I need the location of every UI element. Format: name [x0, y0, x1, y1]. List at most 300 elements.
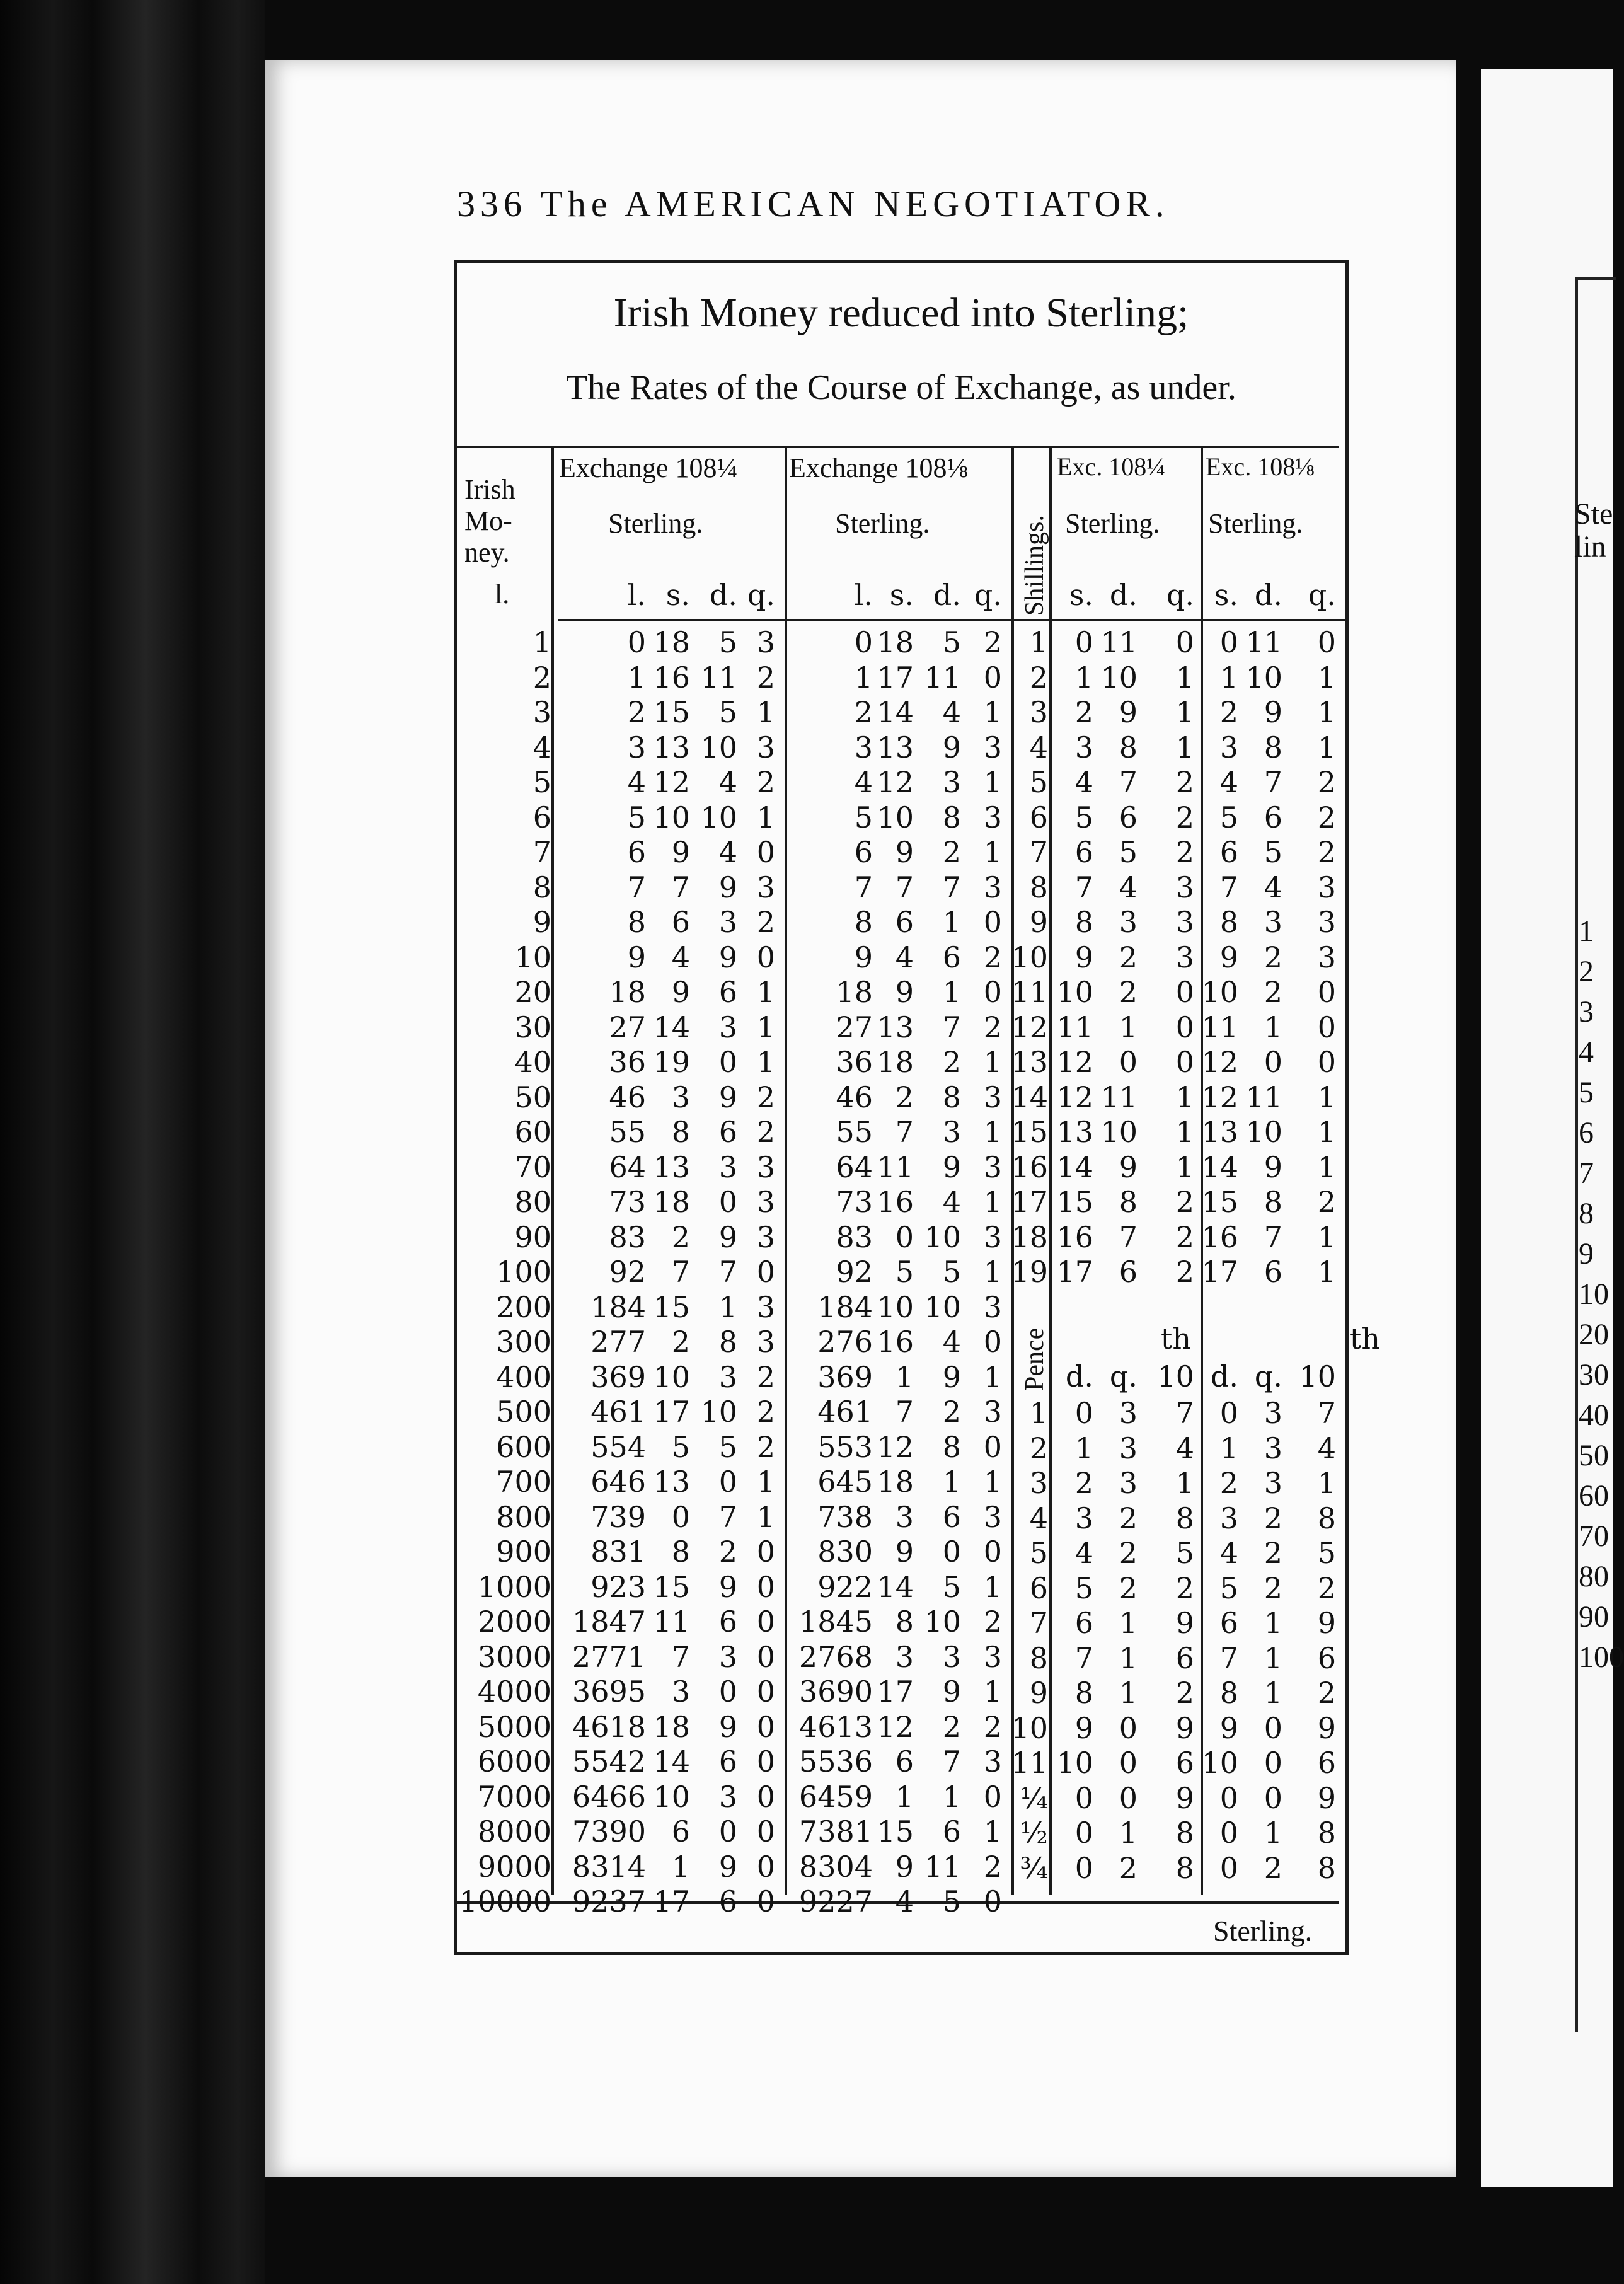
unit-ex4-q.: q.	[1308, 578, 1336, 612]
table-cell: 14	[653, 1010, 690, 1044]
table-cell: 0	[895, 1220, 914, 1254]
table-cell: 0	[718, 1814, 737, 1849]
irish-amount: 8000	[477, 1814, 551, 1849]
table-cell: 0	[1317, 1045, 1336, 1079]
table-cell: 3	[983, 1220, 1002, 1254]
next-page-number: 6	[1579, 1116, 1594, 1150]
table-cell: 12	[877, 1429, 914, 1464]
table-cell: 6	[942, 940, 961, 974]
table-cell: 6	[942, 1499, 961, 1534]
table-cell: 1	[1175, 1080, 1194, 1114]
next-page-number: 70	[1579, 1520, 1609, 1553]
table-cell: 0	[854, 625, 873, 659]
table-cell: 8	[1119, 730, 1137, 764]
table-cell: 3	[1175, 940, 1194, 974]
table-cell: 6	[1119, 800, 1137, 834]
table-cell: 4	[1074, 765, 1093, 799]
table-cell: 12	[1201, 1080, 1238, 1114]
table-cell: 14	[653, 1745, 690, 1779]
irish-amount: 8	[533, 870, 551, 904]
table-cell: 6	[1175, 1641, 1194, 1675]
table-cell: 0	[1175, 975, 1194, 1009]
irish-amount: 20	[514, 975, 551, 1009]
table-cell: 13	[877, 1010, 914, 1044]
table-cell: 7	[942, 1745, 961, 1779]
table-cell: 6	[1264, 800, 1282, 834]
table-cell: 0	[718, 1185, 737, 1219]
table-cell: 7	[1317, 1396, 1336, 1430]
table-cell: 7	[627, 870, 646, 904]
table-cell: 1	[1119, 1676, 1137, 1710]
table-cell: 9	[718, 1569, 737, 1604]
table-cell: 2	[671, 1325, 690, 1359]
table-cell: 645	[817, 1465, 873, 1499]
shillings-amount: 15	[1011, 1115, 1048, 1149]
table-cell: 12	[1056, 1080, 1093, 1114]
table-cell: 5	[895, 1255, 914, 1289]
table-cell: 1	[756, 1499, 775, 1534]
table-cell: 5	[1175, 1536, 1194, 1570]
irish-amount: 800	[496, 1499, 551, 1534]
header-sterling-1: Sterling.	[608, 508, 703, 539]
table-cell: 17	[653, 1395, 690, 1429]
table-cell: 11	[877, 1150, 914, 1184]
table-cell: 4	[671, 940, 690, 974]
table-cell: 2	[942, 835, 961, 869]
table-cell: 5542	[572, 1745, 646, 1779]
irish-amount: 200	[496, 1289, 551, 1324]
table-cell: 6	[1074, 835, 1093, 869]
table-cell: 15	[653, 695, 690, 729]
table-cell: 6	[718, 1884, 737, 1918]
table-cell: 1	[627, 660, 646, 695]
table-cell: 0	[1264, 1780, 1282, 1815]
table-cell: 11	[1100, 1080, 1137, 1114]
table-title: Irish Money reduced into Sterling;	[613, 290, 1189, 336]
table-cell: 9227	[798, 1884, 873, 1918]
table-cell: 9	[1119, 1150, 1137, 1184]
table-cell: 9	[718, 1080, 737, 1114]
table-cell: 5	[1074, 1571, 1093, 1605]
table-cell: 2	[1264, 1571, 1282, 1605]
table-cell: 3	[718, 1779, 737, 1814]
shillings-amount: 5	[1029, 765, 1048, 799]
table-cell: 8	[895, 1605, 914, 1639]
table-cell: 1	[756, 1465, 775, 1499]
table-cell: 0	[983, 660, 1002, 695]
table-cell: 1	[1317, 730, 1336, 764]
table-cell: 1	[1175, 660, 1194, 695]
table-cell: 2	[1119, 940, 1137, 974]
table-cell: 9	[1175, 1780, 1194, 1815]
unit-pence-4-2: 10	[1299, 1359, 1336, 1393]
table-cell: 7	[895, 1115, 914, 1149]
table-cell: 3	[895, 1639, 914, 1674]
table-cell: 6	[1219, 835, 1238, 869]
table-cell: 3	[1219, 730, 1238, 764]
table-cell: 3	[1074, 730, 1093, 764]
table-cell: 73	[836, 1185, 873, 1219]
table-cell: 0	[1317, 1010, 1336, 1044]
table-cell: 0	[1219, 625, 1238, 659]
table-cell: 5	[627, 800, 646, 834]
table-cell: 0	[1317, 625, 1336, 659]
table-cell: 9	[942, 1150, 961, 1184]
table-cell: 10	[653, 800, 690, 834]
table-cell: 9	[1317, 1780, 1336, 1815]
table-cell: 0	[1264, 1746, 1282, 1780]
table-cell: 10	[877, 1289, 914, 1324]
table-cell: 0	[1175, 1045, 1194, 1079]
table-cell: 5	[671, 1429, 690, 1464]
table-cell: 2	[942, 1709, 961, 1744]
pence-amount: ¼	[1020, 1780, 1048, 1815]
table-cell: 8	[627, 905, 646, 939]
unit-ex2-q.: q.	[974, 578, 1002, 612]
table-cell: 3	[1119, 1396, 1137, 1430]
table-cell: 739	[590, 1499, 646, 1534]
table-cell: 8	[1119, 1185, 1137, 1219]
table-cell: 2771	[572, 1639, 646, 1674]
table-cell: 5	[942, 625, 961, 659]
table-cell: 2	[983, 1010, 1002, 1044]
table-cell: 9	[718, 940, 737, 974]
table-cell: 1	[854, 660, 873, 695]
table-cell: 2	[756, 1395, 775, 1429]
next-page-number: 1	[1579, 914, 1594, 948]
table-cell: 11	[700, 660, 737, 695]
table-cell: 0	[1074, 1816, 1093, 1850]
table-cell: 4	[895, 1884, 914, 1918]
table-cell: 6	[895, 905, 914, 939]
table-cell: 6	[1219, 1606, 1238, 1640]
table-cell: 6	[718, 1605, 737, 1639]
next-page-number: 90	[1579, 1600, 1609, 1634]
table-cell: 4	[1119, 870, 1137, 904]
shillings-amount: 3	[1029, 695, 1048, 729]
table-cell: 13	[653, 1150, 690, 1184]
table-cell: 2	[1119, 1501, 1137, 1535]
table-cell: 9	[1317, 1710, 1336, 1745]
next-page-number: 2	[1579, 955, 1594, 988]
table-cell: 15	[1056, 1185, 1093, 1219]
pence-amount: 7	[1029, 1606, 1048, 1640]
table-cell: 0	[1119, 1710, 1137, 1745]
table-cell: 1	[1264, 1010, 1282, 1044]
table-cell: 2	[942, 1395, 961, 1429]
table-cell: 646	[590, 1465, 646, 1499]
table-cell: 3	[718, 905, 737, 939]
table-cell: 1	[1317, 1080, 1336, 1114]
table-cell: 2	[1175, 1676, 1194, 1710]
table-cell: 83	[609, 1220, 646, 1254]
table-cell: 2	[1219, 1466, 1238, 1500]
table-cell: 3	[718, 1150, 737, 1184]
table-cell: 3	[983, 870, 1002, 904]
rule-under-units	[558, 619, 1345, 621]
table-cell: 12	[653, 765, 690, 799]
book-spine-edge	[0, 0, 265, 2284]
unit-ex1-q.: q.	[747, 578, 775, 612]
table-cell: 9	[1175, 1710, 1194, 1745]
table-cell: 9237	[572, 1884, 646, 1918]
next-page-number: 5	[1579, 1076, 1594, 1109]
table-cell: 9	[1119, 695, 1137, 729]
table-cell: 0	[983, 1325, 1002, 1359]
pence-amount: 8	[1029, 1641, 1048, 1675]
table-cell: 0	[983, 1535, 1002, 1569]
shillings-amount: 6	[1029, 800, 1048, 834]
header-sterling-4: Sterling.	[1208, 508, 1303, 539]
header-pence: Pence	[1020, 1327, 1049, 1391]
table-cell: 9	[1074, 940, 1093, 974]
unit-ex3-d.: d.	[1109, 578, 1137, 612]
table-cell: 13	[1201, 1115, 1238, 1149]
table-cell: 0	[756, 940, 775, 974]
table-cell: 5	[1119, 835, 1137, 869]
table-cell: 2	[671, 1220, 690, 1254]
table-cell: 7	[942, 870, 961, 904]
table-cell: 9	[718, 1849, 737, 1884]
header-exc-4: Exc. 108⅛	[1206, 453, 1315, 481]
table-cell: 17	[877, 1675, 914, 1709]
table-cell: 5	[1264, 835, 1282, 869]
table-cell: 13	[653, 1465, 690, 1499]
irish-amount: 40	[514, 1045, 551, 1079]
table-cell: 0	[627, 625, 646, 659]
pence-amount: 11	[1011, 1746, 1048, 1780]
table-cell: 8	[942, 1080, 961, 1114]
pence-amount: 2	[1029, 1431, 1048, 1465]
table-cell: 8	[671, 1535, 690, 1569]
table-cell: 0	[756, 835, 775, 869]
table-cell: 1	[1175, 1466, 1194, 1500]
unit-pence-4-1: q.	[1254, 1359, 1282, 1393]
table-cell: 6	[854, 835, 873, 869]
table-cell: 1	[1317, 660, 1336, 695]
table-cell: 1	[756, 695, 775, 729]
table-cell: 9	[1264, 1150, 1282, 1184]
table-cell: 1	[756, 800, 775, 834]
table-cell: 9	[895, 975, 914, 1009]
table-cell: 7	[1074, 1641, 1093, 1675]
table-cell: 3	[983, 1150, 1002, 1184]
table-cell: 10	[1201, 1746, 1238, 1780]
table-cell: 7	[718, 1499, 737, 1534]
table-cell: 4	[1317, 1431, 1336, 1465]
table-cell: 8	[1264, 1185, 1282, 1219]
table-cell: 8	[1175, 1501, 1194, 1535]
unit-ex4-d.: d.	[1254, 578, 1282, 612]
table-cell: 64	[609, 1150, 646, 1184]
table-cell: 6	[942, 1814, 961, 1849]
table-cell: 3	[756, 1289, 775, 1324]
table-cell: 2	[756, 905, 775, 939]
table-cell: 9	[718, 1709, 737, 1744]
table-cell: 2	[983, 625, 1002, 659]
table-cell: 7	[671, 1639, 690, 1674]
table-cell: 10	[653, 1779, 690, 1814]
table-cell: 2	[1219, 695, 1238, 729]
table-cell: 3	[1074, 1501, 1093, 1535]
table-cell: 7	[1074, 870, 1093, 904]
table-cell: 8	[1317, 1816, 1336, 1850]
table-cell: 3	[1264, 905, 1282, 939]
irish-amount: 400	[496, 1359, 551, 1394]
footer-sterling: Sterling.	[1213, 1915, 1313, 1947]
table-cell: 1	[1317, 1150, 1336, 1184]
irish-amount: 5000	[477, 1709, 551, 1744]
table-cell: 0	[756, 1569, 775, 1604]
unit-pence-3-2: 10	[1157, 1359, 1194, 1393]
table-cell: 0	[1074, 1396, 1093, 1430]
table-cell: 3	[627, 730, 646, 764]
table-cell: 4613	[798, 1709, 873, 1744]
table-cell: 11	[924, 660, 961, 695]
table-cell: 3	[671, 1675, 690, 1709]
table-cell: 16	[1056, 1220, 1093, 1254]
irish-amount: 50	[514, 1080, 551, 1114]
table-cell: 18	[877, 1465, 914, 1499]
unit-ex3-s.: s.	[1069, 578, 1093, 612]
table-cell: 11	[1100, 625, 1137, 659]
table-cell: 1	[1219, 660, 1238, 695]
table-cell: 3	[983, 1080, 1002, 1114]
table-cell: 461	[817, 1395, 873, 1429]
table-cell: 2	[1119, 975, 1137, 1009]
irish-amount: 2000	[477, 1605, 551, 1639]
table-cell: 922	[817, 1569, 873, 1604]
table-cell: 3	[942, 1639, 961, 1674]
table-cell: 3	[671, 1080, 690, 1114]
next-page-number: 7	[1579, 1156, 1594, 1190]
table-cell: 7	[942, 1010, 961, 1044]
table-cell: 10	[653, 1359, 690, 1394]
table-cell: 2	[1119, 1571, 1137, 1605]
table-cell: 0	[756, 1849, 775, 1884]
irish-amount: 9000	[477, 1849, 551, 1884]
table-cell: 831	[590, 1535, 646, 1569]
table-cell: 3	[1264, 1466, 1282, 1500]
table-cell: 16	[877, 1325, 914, 1359]
table-cell: 10	[700, 800, 737, 834]
unit-ex4-s.: s.	[1214, 578, 1238, 612]
shillings-amount: 1	[1029, 625, 1048, 659]
header-irish-unit: l.	[495, 579, 510, 609]
table-cell: 7390	[572, 1814, 646, 1849]
table-cell: 5	[718, 625, 737, 659]
table-cell: 15	[1201, 1185, 1238, 1219]
table-cell: 6	[718, 1115, 737, 1149]
table-cell: 1	[1317, 695, 1336, 729]
table-cell: 0	[983, 1884, 1002, 1918]
table-cell: 2	[1317, 1571, 1336, 1605]
table-cell: 7	[1175, 1396, 1194, 1430]
table-cell: 3	[983, 1289, 1002, 1324]
table-cell: 0	[718, 1465, 737, 1499]
table-cell: 9	[1219, 1710, 1238, 1745]
table-cell: 1	[1264, 1676, 1282, 1710]
pence-amount: ¾	[1020, 1850, 1048, 1885]
table-cell: 1	[895, 1359, 914, 1394]
table-cell: 0	[1317, 975, 1336, 1009]
table-cell: 1	[1074, 1431, 1093, 1465]
table-cell: 17	[653, 1884, 690, 1918]
shillings-amount: 12	[1011, 1010, 1048, 1044]
table-cell: 1	[983, 1465, 1002, 1499]
next-page-number: 4	[1579, 1035, 1594, 1069]
table-cell: 0	[756, 1255, 775, 1289]
table-cell: 4	[942, 695, 961, 729]
table-cell: 0	[1219, 1780, 1238, 1815]
next-page-number: 3	[1579, 995, 1594, 1029]
header-exchange-1: Exchange 108¼	[559, 453, 738, 483]
table-cell: 13	[653, 730, 690, 764]
table-cell: 6	[1074, 1606, 1093, 1640]
table-cell: 4	[1219, 1536, 1238, 1570]
table-cell: 9	[942, 1675, 961, 1709]
table-cell: 36	[836, 1045, 873, 1079]
irish-amount: 100	[496, 1255, 551, 1289]
table-cell: 3	[1175, 870, 1194, 904]
table-cell: 6	[627, 835, 646, 869]
table-cell: 19	[653, 1045, 690, 1079]
table-cell: 10	[1100, 660, 1137, 695]
irish-amount: 500	[496, 1395, 551, 1429]
table-cell: 0	[756, 1814, 775, 1849]
table-cell: 10	[700, 730, 737, 764]
shillings-amount: 8	[1029, 870, 1048, 904]
table-cell: 0	[1074, 1850, 1093, 1885]
table-cell: 3	[983, 730, 1002, 764]
table-cell: 7	[1219, 1641, 1238, 1675]
table-cell: 2	[1175, 1185, 1194, 1219]
table-cell: 9	[895, 1849, 914, 1884]
table-cell: 9	[671, 975, 690, 1009]
shillings-amount: 7	[1029, 835, 1048, 869]
table-cell: 1	[1219, 1431, 1238, 1465]
table-cell: 6	[1317, 1641, 1336, 1675]
irish-amount: 7	[533, 835, 551, 869]
table-cell: 3	[983, 1395, 1002, 1429]
table-cell: 4	[1074, 1536, 1093, 1570]
table-cell: 0	[756, 1745, 775, 1779]
next-page-number: 50	[1579, 1439, 1609, 1472]
table-cell: 1	[983, 1115, 1002, 1149]
table-cell: 0	[718, 1675, 737, 1709]
table-cell: 1	[1264, 1816, 1282, 1850]
table-cell: 1	[1317, 1255, 1336, 1289]
table-cell: 6	[1317, 1746, 1336, 1780]
table-cell: 9	[1175, 1606, 1194, 1640]
table-cell: 1	[983, 765, 1002, 799]
table-cell: 2	[1317, 800, 1336, 834]
table-cell: 1	[983, 1675, 1002, 1709]
table-cell: 0	[983, 1429, 1002, 1464]
table-cell: 184	[590, 1289, 646, 1324]
table-cell: 369	[590, 1359, 646, 1394]
table-cell: 4	[718, 765, 737, 799]
table-cell: 8	[671, 1115, 690, 1149]
irish-amount: 10000	[459, 1884, 551, 1918]
table-cell: 10	[924, 1605, 961, 1639]
table-cell: 83	[836, 1220, 873, 1254]
table-cell: 2	[1317, 765, 1336, 799]
table-cell: 0	[756, 1639, 775, 1674]
th-label-3: th	[1160, 1322, 1191, 1356]
shillings-amount: 19	[1011, 1255, 1048, 1289]
pence-amount: 4	[1029, 1501, 1048, 1535]
